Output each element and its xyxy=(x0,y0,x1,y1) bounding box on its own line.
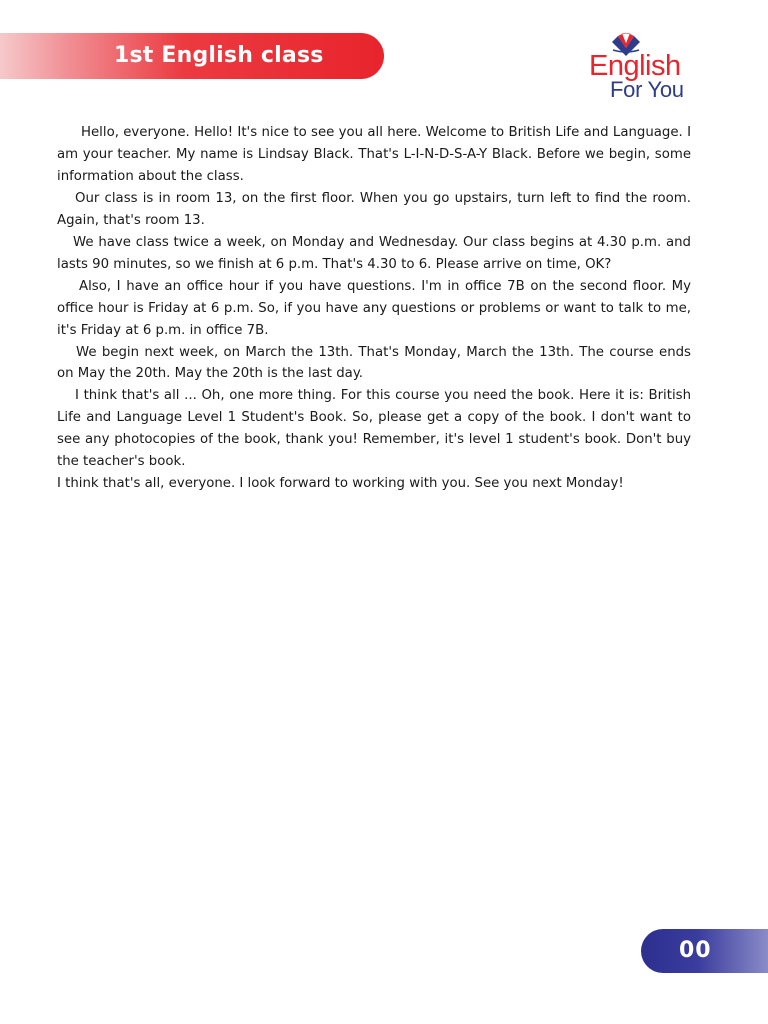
lesson-transcript xyxy=(57,122,691,495)
chapter-title-banner xyxy=(0,33,384,79)
logo-text-for-you: For You xyxy=(610,77,684,102)
paragraph-room: Our class is in room 13, on the first floor. When you go upstairs, turn left to find the room. Again, that's room 13. xyxy=(57,190,691,228)
paragraph-office-hour: Also, I have an office hour if you have questions. I'm in office 7B on the second floor. My office hour is Friday at 6 p.m. So, if you have any questions or problems or want to talk to me, it's Friday at 6 p.m. in office 7B. xyxy=(57,278,691,338)
page-number: 00 xyxy=(679,938,712,963)
paragraph-closing: I think that's all, everyone. I look forward to working with you. See you next Monday! xyxy=(57,476,624,492)
page-number-tab xyxy=(641,929,768,973)
paragraph-dates: We begin next week, on March the 13th. That's Monday, March the 13th. The course ends on May the 20th. May the 20th is the last day. xyxy=(57,344,691,382)
logo-text-english: English xyxy=(589,50,681,82)
paragraph-introduction: Hello, everyone. Hello! It's nice to see you all here. Welcome to British Life and Language. I am your teacher. My name is Lindsay Black. That's L-I-N-D-S-A-Y Black. Before we begin, some information about the class. xyxy=(57,125,691,184)
english-for-you-logo xyxy=(586,30,696,106)
paragraph-schedule: We have class twice a week, on Monday and Wednesday. Our class begins at 4.30 p.m. and lasts 90 minutes, so we finish at 6 p.m. That's 4.30 to 6. Please arrive on time, OK? xyxy=(57,234,691,272)
paragraph-book: I think that's all ... Oh, one more thing. For this course you need the book. Here it is: British Life and Language Level 1 Student's Book. So, please get a copy of the book. I don't want to see any photocopies of the book, thank you! Remember, it's level 1 student's book. Don't buy the teacher's book. xyxy=(57,388,691,470)
chapter-title: 1st English class xyxy=(114,43,324,68)
